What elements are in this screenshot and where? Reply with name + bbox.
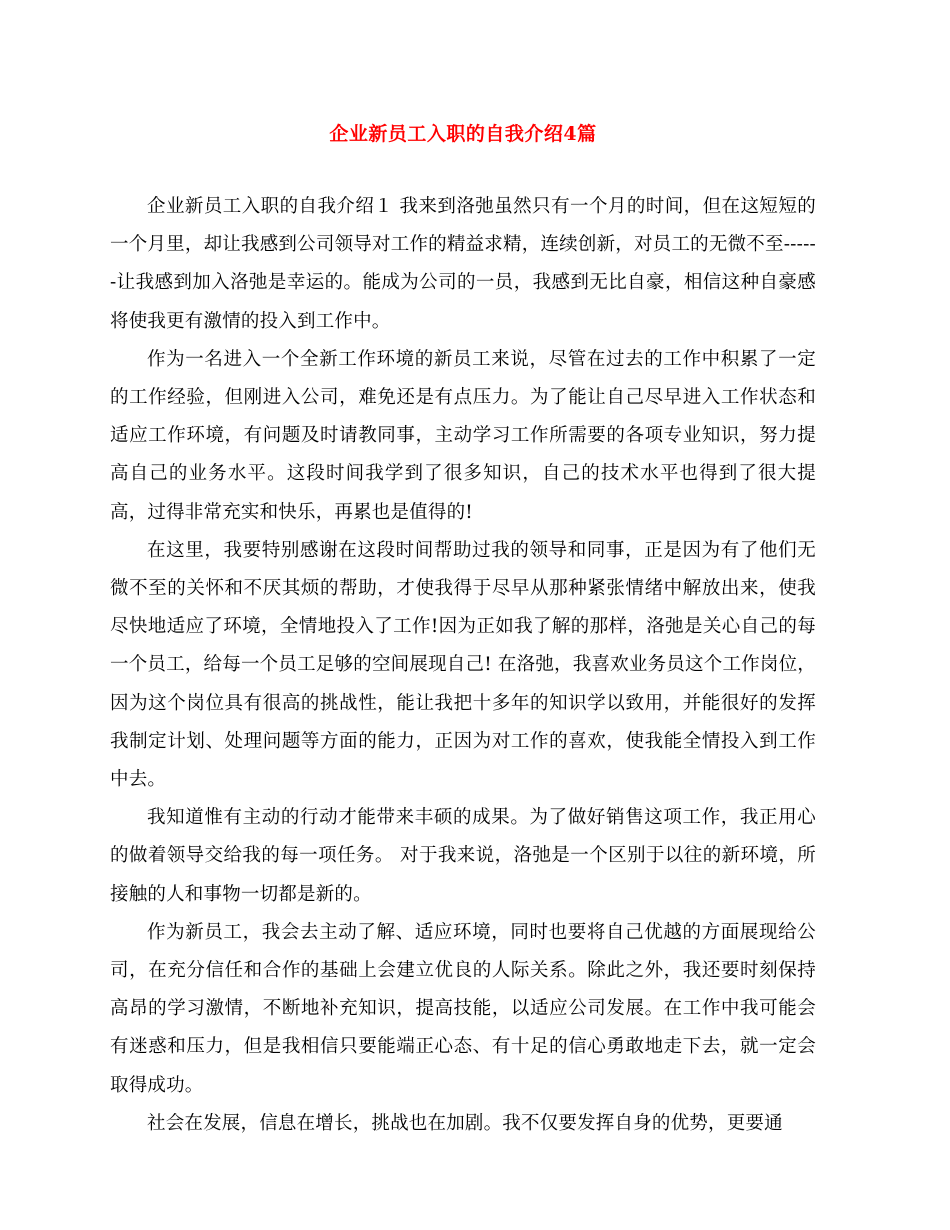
paragraph-2: 作为一名进入一个全新工作环境的新员工来说，尽管在过去的工作中积累了一定的工作经验，但刚进入公司，难免还是有点压力。为了能让自己尽早进入工作状态和适应工作环境，有问题及时请教同事，主动学习工作所需要的各项专业知识，努力提高自己的业务水平。这段时间我学到了很多知识，自己的技术水平也得到了很大提高，过得非常充实和快乐，再累也是值得的! xyxy=(110,348,816,523)
paragraph-5: 作为新员工，我会去主动了解、适应环境，同时也要将自己优越的方面展现给公司，在充分信任和合作的基础上会建立优良的人际关系。除此之外，我还要时刻保持高昂的学习激情，不断地补充知识，提高技能，以适应公司发展。在工作中我可能会有迷惑和压力，但是我相信只要能端正心态、有十足的信心勇敢地走下去，就一定会取得成功。 xyxy=(110,921,816,1096)
paragraph-1: 企业新员工入职的自我介绍１ 我来到洛弛虽然只有一个月的时间，但在这短短的一个月里，却让我感到公司领导对工作的精益求精，连续创新，对员工的无微不至------让我感到加入洛弛是幸运的。能成为公司的一员，我感到无比自豪，相信这种自豪感将使我更有激情的投入到工作中。 xyxy=(110,196,816,332)
paragraph-3: 在这里，我要特别感谢在这段时间帮助过我的领导和同事，正是因为有了他们无微不至的关怀和不厌其烦的帮助，才使我得于尽早从那种紧张情绪中解放出来，使我尽快地适应了环境，全情地投入了工作!因为正如我了解的那样，洛弛是关心自己的每一个员工，给每一个员工足够的空间展现自己! 在洛弛，我喜欢业务员这个工作岗位，因为这个岗位具有很高的挑战性，能让我把十多年的知识学以致用，并能很好的发挥我制定计划、处理问题等方面的能力，正因为对工作的喜欢，使我能全情投入到工作中去。 xyxy=(110,539,816,791)
paragraph-4: 我知道惟有主动的行动才能带来丰硕的成果。为了做好销售这项工作，我正用心的做着领导交给我的每一项任务。 对于我来说，洛弛是一个区别于以往的新环境，所接触的人和事物一切都是新的。 xyxy=(110,807,816,905)
paragraph-6: 社会在发展，信息在增长，挑战也在加剧。我不仅要发挥自身的优势，更要通 xyxy=(147,1112,783,1134)
document-title: 企业新员工入职的自我介绍4篇 xyxy=(329,123,597,145)
